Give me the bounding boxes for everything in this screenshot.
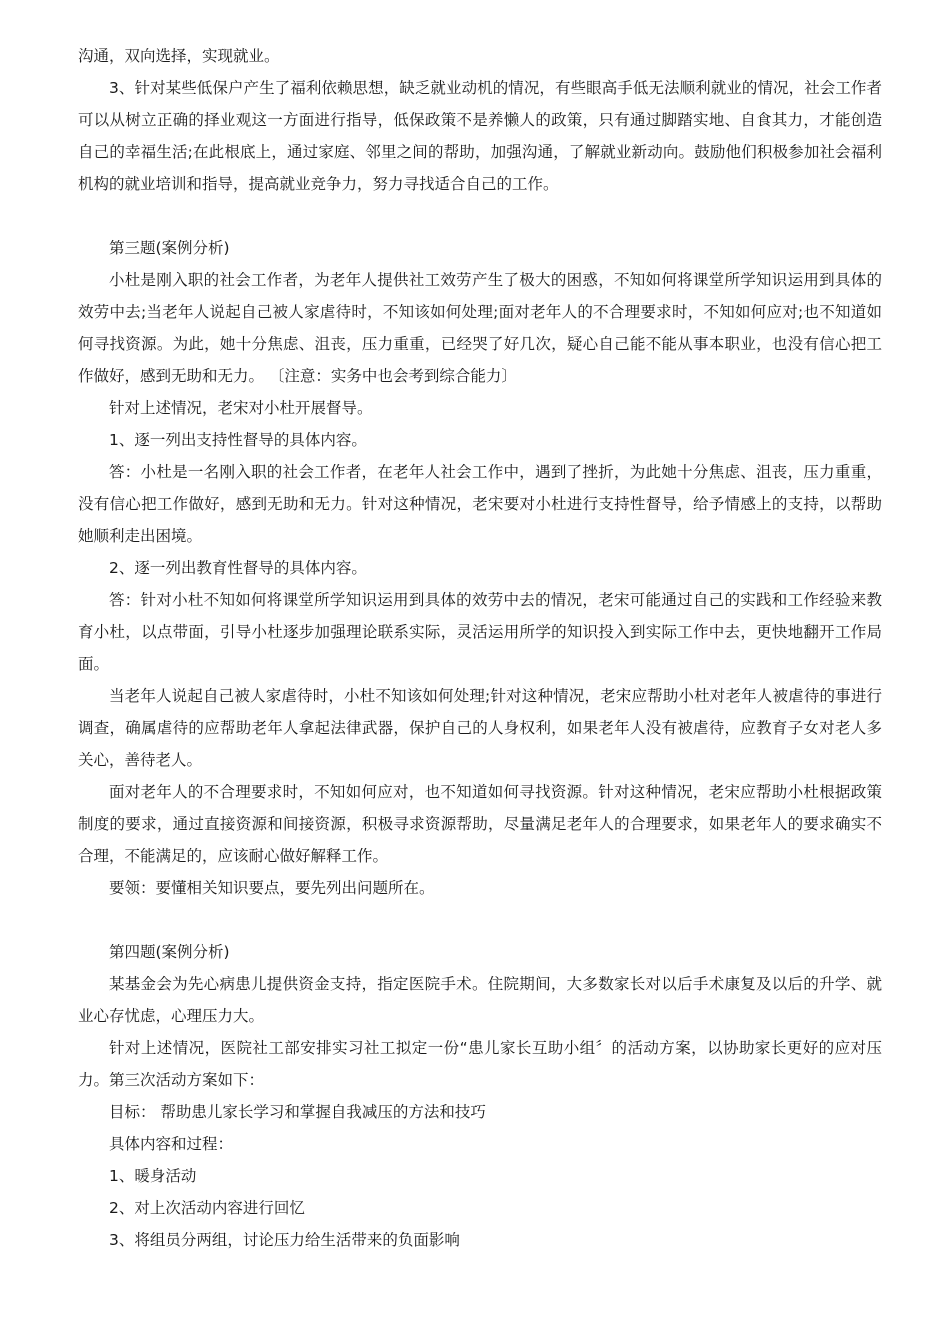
answer-2-part-3: 面对老年人的不合理要求时，不知如何应对，也不知道如何寻找资源。针对这种情况，老宋应帮助小杜根据政策制度的要求，通过直接资源和间接资源，积极寻求资源帮助，尽量满足老年人的合理要求，如果老年人的要求确实不合理，不能满足的，应该耐心做好解释工作。 xyxy=(78,783,882,865)
blank-line xyxy=(78,200,882,232)
answer-2-part-1: 答：针对小杜不知如何将课堂所学知识运用到具体的效劳中去的情况，老宋可能通过自己的实践和工作经验来教育小杜，以点带面，引导小杜逐步加强理论联系实际，灵活运用所学的知识投入到实际工作中去，更快地翻开工作局面。 xyxy=(78,591,882,673)
paragraph-case-description-4: 某基金会为先心病患儿提供资金支持，指定医院手术。住院期间，大多数家长对以后手术康复及以后的升学、就业心存忧虑，心理压力大。 xyxy=(78,975,882,1025)
answer-1: 答：小杜是一名刚入职的社会工作者，在老年人社会工作中，遇到了挫折，为此她十分焦虑、沮丧，压力重重，没有信心把工作做好，感到无助和无力。针对这种情况，老宋要对小杜进行支持性督导，给予情感上的支持，以帮助她顺利走出困境。 xyxy=(78,463,882,545)
activity-step-1: 1、暖身活动 xyxy=(109,1167,197,1185)
paragraph-continuation: 沟通，双向选择，实现就业。 xyxy=(78,47,280,65)
activity-step-2: 2、对上次活动内容进行回忆 xyxy=(109,1199,305,1217)
section-heading-question-3: 第三题(案例分析) xyxy=(109,239,230,257)
activity-content-heading: 具体内容和过程： xyxy=(109,1135,234,1153)
paragraph-case-description: 小杜是刚入职的社会工作者，为老年人提供社工效劳产生了极大的困惑，不知如何将课堂所学知识运用到具体的效劳中去;当老年人说起自己被人家虐待时，不知该如何处理;面对老年人的不合理要求时，不知如何应对;也不知道如何寻找资源。为此，她十分焦虑、沮丧，压力重重，已经哭了好几次，疑心自己能不能从事本职业，也没有信心把工作做好，感到无助和无力。 〔注意：实务中也会考到综合能力〕 xyxy=(78,271,882,385)
paragraph-item-3: 3、针对某些低保户产生了福利依赖思想，缺乏就业动机的情况，有些眼高手低无法顺利就业的情况，社会工作者可以从树立正确的择业观这一方面进行指导，低保政策不是养懒人的政策，只有通过脚踏实地、自食其力，才能创造自己的幸福生活;在此根底上，通过家庭、邻里之间的帮助，加强沟通，了解就业新动向。鼓励他们积极参加社会福利机构的就业培训和指导，提高就业竞争力，努力寻找适合自己的工作。 xyxy=(78,79,882,193)
activity-step-3: 3、将组员分两组，讨论压力给生活带来的负面影响 xyxy=(109,1231,460,1249)
key-points-note: 要领：要懂相关知识要点，要先列出问题所在。 xyxy=(109,879,435,897)
paragraph-case-context-4: 针对上述情况，医院社工部安排实习社工拟定一份“患儿家长互助小组〞的活动方案，以协助家长更好的应对压力。第三次活动方案如下： xyxy=(78,1039,882,1089)
document-page xyxy=(78,40,882,1256)
question-2: 2、逐一列出教育性督导的具体内容。 xyxy=(109,559,367,577)
answer-2-part-2: 当老年人说起自己被人家虐待时，小杜不知该如何处理;针对这种情况，老宋应帮助小杜对老年人被虐待的事进行调查，确属虐待的应帮助老年人拿起法律武器，保护自己的人身权利，如果老年人没有被虐待，应教育子女对老人多关心，善待老人。 xyxy=(78,687,882,769)
paragraph-case-context: 针对上述情况，老宋对小杜开展督导。 xyxy=(109,399,373,417)
section-heading-question-4: 第四题(案例分析) xyxy=(109,943,230,961)
question-1: 1、逐一列出支持性督导的具体内容。 xyxy=(109,431,367,449)
activity-goal: 目标： 帮助患儿家长学习和掌握自我减压的方法和技巧 xyxy=(109,1103,486,1121)
blank-line xyxy=(78,904,882,936)
